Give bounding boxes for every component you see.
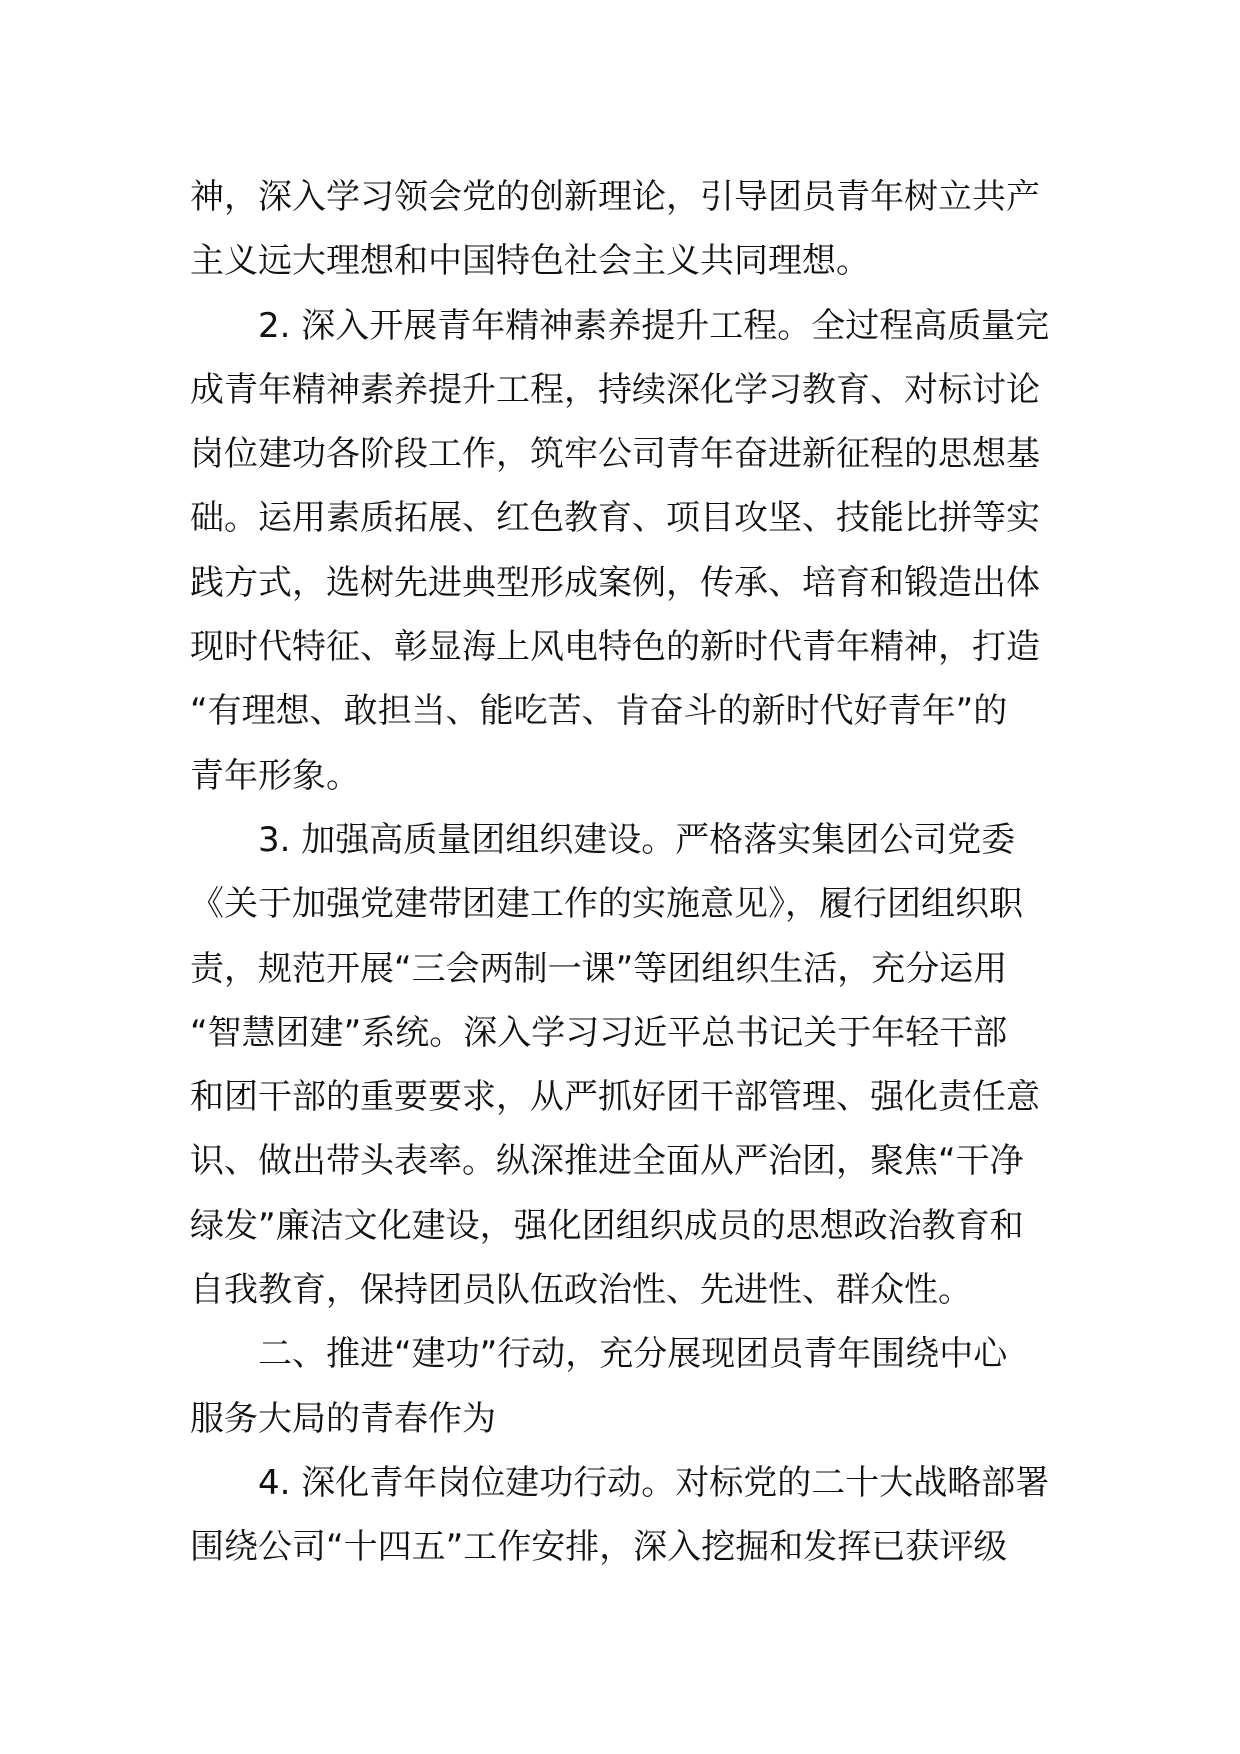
text-line: 践方式，选树先进典型形成案例，传承、培育和锻造出体 bbox=[190, 562, 1040, 603]
text-line: 绿发”廉洁文化建设，强化团组织成员的思想政治教育和 bbox=[190, 1205, 1024, 1246]
text-line: 主义远大理想和中国特色社会主义共同理想。 bbox=[190, 241, 870, 282]
section-heading-line: 二、推进“建功”行动，充分展现团员青年围绕中心 bbox=[258, 1334, 1008, 1375]
text-line: 责，规范开展“三会两制一课”等团组织生活，充分运用 bbox=[190, 948, 1008, 989]
text-line: 和团干部的重要要求，从严抓好团干部管理、强化责任意 bbox=[190, 1077, 1040, 1118]
text-line: 2. 深入开展青年精神素养提升工程。全过程高质量完 bbox=[258, 305, 1050, 346]
text-line: 围绕公司“十四五”工作安排，深入挖掘和发挥已获评级 bbox=[190, 1527, 1008, 1568]
text-line: 3. 加强高质量团组织建设。严格落实集团公司党委 bbox=[258, 819, 1016, 860]
text-line: 识、做出带头表率。纵深推进全面从严治团，聚焦“干净 bbox=[190, 1141, 1024, 1182]
text-line: 现时代特征、彰显海上风电特色的新时代青年精神，打造 bbox=[190, 627, 1040, 668]
text-line: “有理想、敢担当、能吃苦、肯奋斗的新时代好青年”的 bbox=[190, 691, 1008, 732]
text-line: 4. 深化青年岗位建功行动。对标党的二十大战略部署 bbox=[258, 1462, 1050, 1503]
text-line: “智慧团建”系统。深入学习习近平总书记关于年轻干部 bbox=[190, 1012, 1008, 1053]
text-line: 成青年精神素养提升工程，持续深化学习教育、对标讨论 bbox=[190, 369, 1040, 410]
text-line: 自我教育，保持团员队伍政治性、先进性、群众性。 bbox=[190, 1270, 972, 1311]
section-heading-line: 服务大局的青春作为 bbox=[190, 1398, 496, 1439]
text-line: 青年形象。 bbox=[190, 755, 360, 796]
document-body bbox=[190, 165, 1060, 1580]
text-line: 神，深入学习领会党的创新理论，引导团员青年树立共产 bbox=[190, 177, 1040, 217]
text-line: 《关于加强党建带团建工作的实施意见》，履行团组织职 bbox=[190, 884, 1023, 925]
text-line: 础。运用素质拓展、红色教育、项目攻坚、技能比拼等实 bbox=[190, 498, 1040, 539]
text-line: 岗位建功各阶段工作，筑牢公司青年奋进新征程的思想基 bbox=[190, 434, 1040, 475]
